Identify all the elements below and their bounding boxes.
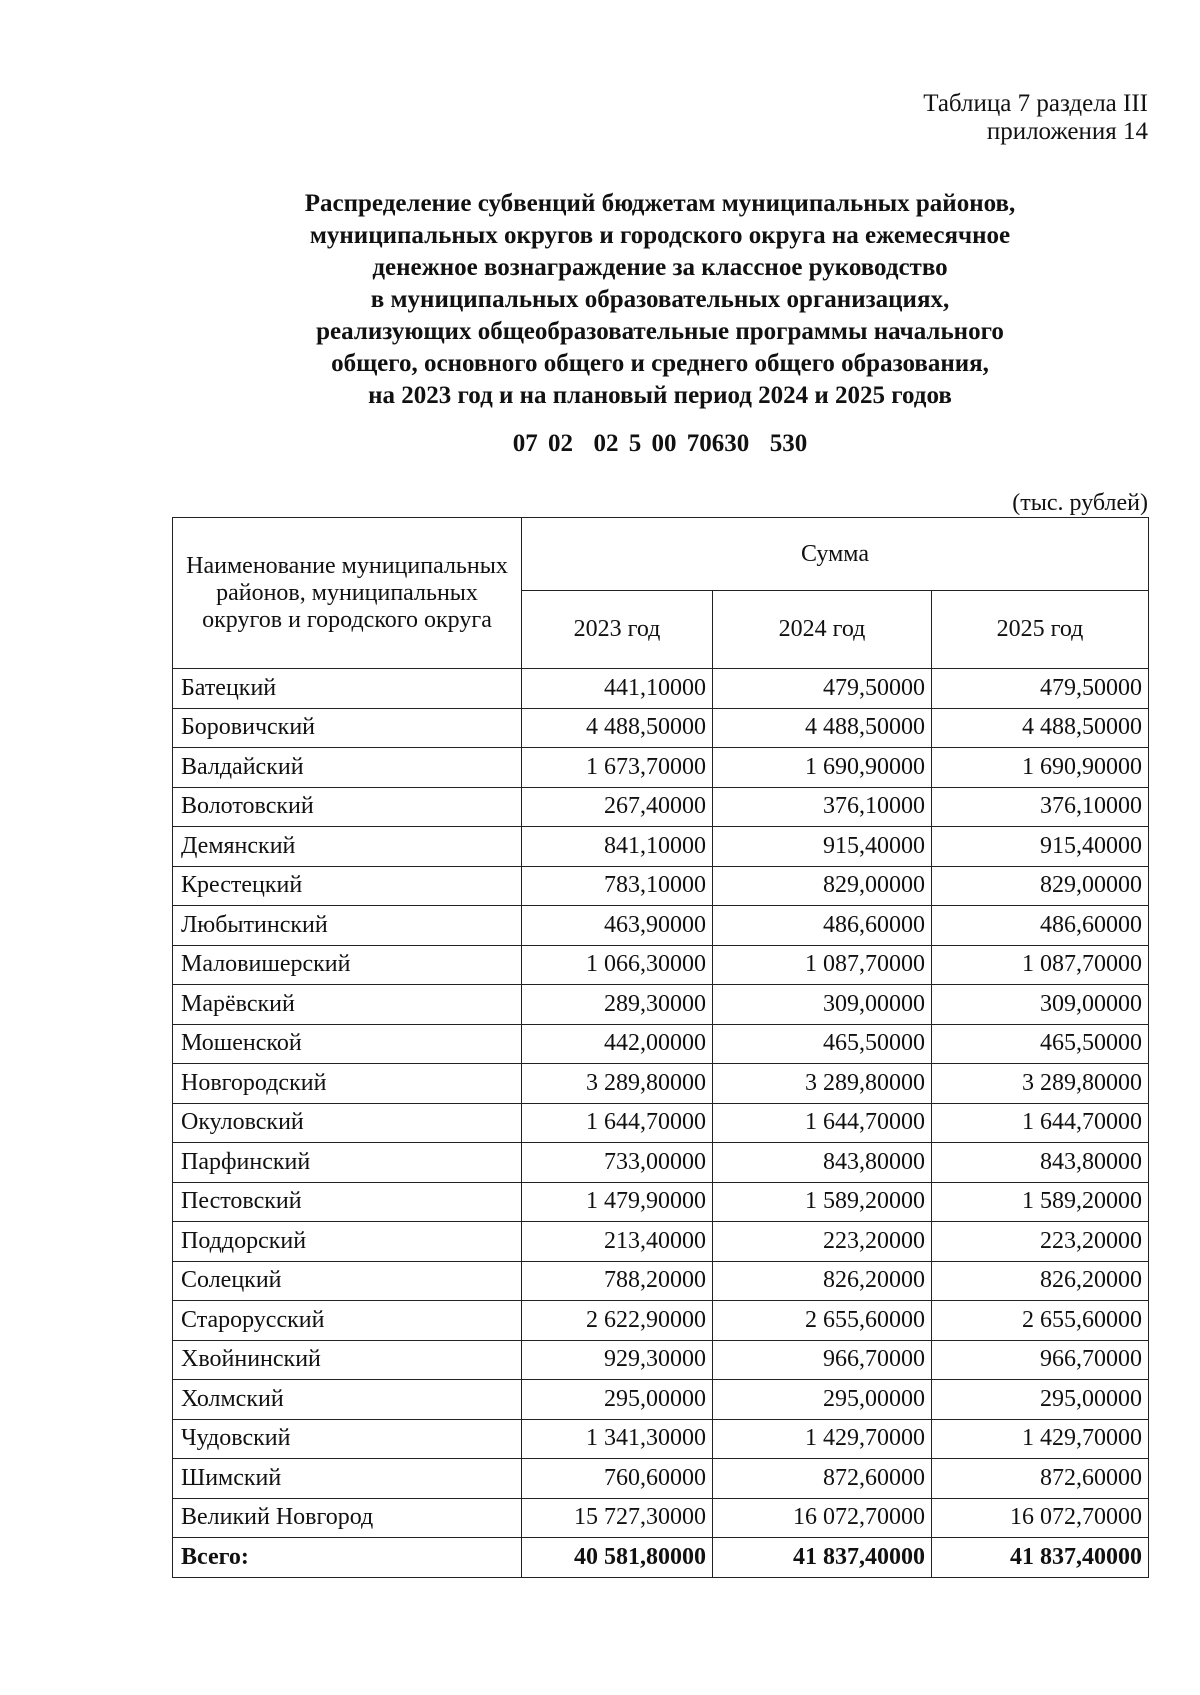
table-row (173, 1222, 1149, 1262)
table-row (173, 985, 1149, 1025)
header-sum: Сумма (522, 518, 1149, 591)
table-row (173, 1498, 1149, 1538)
row-value-2024: 16 072,70000 (713, 1498, 932, 1538)
row-value-2024: 1 690,90000 (713, 748, 932, 788)
row-name: Старорусский (173, 1301, 522, 1341)
header-year-2024: 2024 год (713, 591, 932, 669)
row-value-2023: 841,10000 (522, 827, 713, 867)
reference-line-1: Таблица 7 раздела III (923, 90, 1148, 117)
title-line: муниципальных округов и городского округа на ежемесячное (309, 222, 1011, 249)
row-value-2025: 843,80000 (932, 1143, 1149, 1183)
row-value-2024: 479,50000 (713, 669, 932, 709)
table-row (173, 827, 1149, 867)
row-value-2025: 295,00000 (932, 1380, 1149, 1420)
table-row (173, 787, 1149, 827)
header-row (173, 518, 1149, 591)
row-name: Марёвский (173, 985, 522, 1025)
row-name: Пестовский (173, 1182, 522, 1222)
row-value-2024: 1 644,70000 (713, 1103, 932, 1143)
header-name: Наименование муниципальных районов, муниципальных округов и городского округа (173, 518, 522, 669)
row-value-2025: 1 429,70000 (932, 1419, 1149, 1459)
row-value-2023: 788,20000 (522, 1261, 713, 1301)
row-name: Хвойнинский (173, 1340, 522, 1380)
row-value-2023: 289,30000 (522, 985, 713, 1025)
title-line: денежное вознаграждение за классное руководство (372, 254, 948, 281)
row-name: Мошенской (173, 1024, 522, 1064)
row-value-2023: 441,10000 (522, 669, 713, 709)
row-value-2025: 309,00000 (932, 985, 1149, 1025)
row-value-2024: 295,00000 (713, 1380, 932, 1420)
budget-code: 07 02 02 5 00 70630 530 (512, 430, 808, 457)
row-value-2023: 1 479,90000 (522, 1182, 713, 1222)
row-value-2024: 465,50000 (713, 1024, 932, 1064)
row-value-2025: 829,00000 (932, 866, 1149, 906)
subvention-table (172, 517, 1149, 1578)
row-name: Чудовский (173, 1419, 522, 1459)
row-value-2023: 2 622,90000 (522, 1301, 713, 1341)
title-line: на 2023 год и на плановый период 2024 и 2025 годов (368, 382, 952, 409)
row-value-2023: 295,00000 (522, 1380, 713, 1420)
row-value-2023: 1 066,30000 (522, 945, 713, 985)
row-value-2025: 1 589,20000 (932, 1182, 1149, 1222)
row-name: Батецкий (173, 669, 522, 709)
row-value-2024: 843,80000 (713, 1143, 932, 1183)
title-line: общего, основного общего и среднего общего образования, (331, 350, 989, 377)
table-row (173, 1261, 1149, 1301)
table-row (173, 748, 1149, 788)
row-value-2024: 3 289,80000 (713, 1064, 932, 1104)
row-value-2024: 1 087,70000 (713, 945, 932, 985)
row-name: Солецкий (173, 1261, 522, 1301)
table-row (173, 1143, 1149, 1183)
row-value-2025: 1 644,70000 (932, 1103, 1149, 1143)
row-value-2024: 41 837,40000 (713, 1538, 932, 1578)
table-row (173, 866, 1149, 906)
row-name: Валдайский (173, 748, 522, 788)
row-value-2025: 966,70000 (932, 1340, 1149, 1380)
row-value-2024: 486,60000 (713, 906, 932, 946)
row-name: Окуловский (173, 1103, 522, 1143)
row-name: Шимский (173, 1459, 522, 1499)
table-row (173, 1419, 1149, 1459)
row-name: Волотовский (173, 787, 522, 827)
row-name: Холмский (173, 1380, 522, 1420)
row-value-2023: 40 581,80000 (522, 1538, 713, 1578)
row-name: Парфинский (173, 1143, 522, 1183)
row-value-2023: 3 289,80000 (522, 1064, 713, 1104)
table-body (173, 669, 1149, 1578)
row-value-2023: 267,40000 (522, 787, 713, 827)
header-year-2025: 2025 год (932, 591, 1149, 669)
row-value-2025: 465,50000 (932, 1024, 1149, 1064)
row-name: Крестецкий (173, 866, 522, 906)
total-row (173, 1538, 1149, 1578)
row-value-2025: 16 072,70000 (932, 1498, 1149, 1538)
table-row (173, 1103, 1149, 1143)
table-reference (923, 90, 1148, 146)
row-value-2023: 1 341,30000 (522, 1419, 713, 1459)
table-row (173, 1459, 1149, 1499)
row-value-2023: 463,90000 (522, 906, 713, 946)
row-value-2024: 309,00000 (713, 985, 932, 1025)
row-name: Боровичский (173, 708, 522, 748)
row-value-2023: 15 727,30000 (522, 1498, 713, 1538)
row-name: Поддорский (173, 1222, 522, 1262)
row-value-2023: 783,10000 (522, 866, 713, 906)
table-row (173, 669, 1149, 709)
reference-line-2: приложения 14 (986, 118, 1148, 145)
row-value-2023: 442,00000 (522, 1024, 713, 1064)
row-value-2025: 41 837,40000 (932, 1538, 1149, 1578)
row-name: Маловишерский (173, 945, 522, 985)
row-name: Великий Новгород (173, 1498, 522, 1538)
row-name: Демянский (173, 827, 522, 867)
table-row (173, 1024, 1149, 1064)
document-title (160, 188, 1160, 412)
row-value-2023: 4 488,50000 (522, 708, 713, 748)
row-value-2024: 223,20000 (713, 1222, 932, 1262)
row-value-2023: 929,30000 (522, 1340, 713, 1380)
row-value-2025: 826,20000 (932, 1261, 1149, 1301)
table-row (173, 1380, 1149, 1420)
row-name: Всего: (173, 1538, 522, 1578)
table-row (173, 1340, 1149, 1380)
row-value-2025: 872,60000 (932, 1459, 1149, 1499)
row-value-2024: 1 589,20000 (713, 1182, 932, 1222)
row-value-2023: 213,40000 (522, 1222, 713, 1262)
row-value-2025: 1 087,70000 (932, 945, 1149, 985)
row-value-2025: 3 289,80000 (932, 1064, 1149, 1104)
row-value-2024: 376,10000 (713, 787, 932, 827)
table-row (173, 945, 1149, 985)
row-value-2024: 1 429,70000 (713, 1419, 932, 1459)
table-row (173, 1182, 1149, 1222)
table-row (173, 1301, 1149, 1341)
row-value-2023: 733,00000 (522, 1143, 713, 1183)
row-value-2025: 4 488,50000 (932, 708, 1149, 748)
table-row (173, 708, 1149, 748)
row-value-2023: 1 644,70000 (522, 1103, 713, 1143)
row-value-2024: 829,00000 (713, 866, 932, 906)
row-value-2024: 4 488,50000 (713, 708, 932, 748)
row-value-2025: 376,10000 (932, 787, 1149, 827)
title-line: реализующих общеобразовательные программы начального (316, 318, 1004, 345)
row-value-2025: 479,50000 (932, 669, 1149, 709)
table-row (173, 906, 1149, 946)
row-value-2024: 966,70000 (713, 1340, 932, 1380)
title-line: в муниципальных образовательных организациях, (370, 286, 950, 313)
row-value-2024: 826,20000 (713, 1261, 932, 1301)
unit-label: (тыс. рублей) (1012, 490, 1148, 516)
row-value-2023: 760,60000 (522, 1459, 713, 1499)
row-value-2025: 223,20000 (932, 1222, 1149, 1262)
row-name: Любытинский (173, 906, 522, 946)
title-line: Распределение субвенций бюджетам муниципальных районов, (304, 190, 1016, 217)
row-value-2025: 915,40000 (932, 827, 1149, 867)
row-value-2024: 915,40000 (713, 827, 932, 867)
row-value-2025: 486,60000 (932, 906, 1149, 946)
header-year-2023: 2023 год (522, 591, 713, 669)
row-value-2025: 2 655,60000 (932, 1301, 1149, 1341)
row-value-2025: 1 690,90000 (932, 748, 1149, 788)
row-value-2024: 872,60000 (713, 1459, 932, 1499)
row-value-2024: 2 655,60000 (713, 1301, 932, 1341)
row-name: Новгородский (173, 1064, 522, 1104)
table-row (173, 1064, 1149, 1104)
row-value-2023: 1 673,70000 (522, 748, 713, 788)
